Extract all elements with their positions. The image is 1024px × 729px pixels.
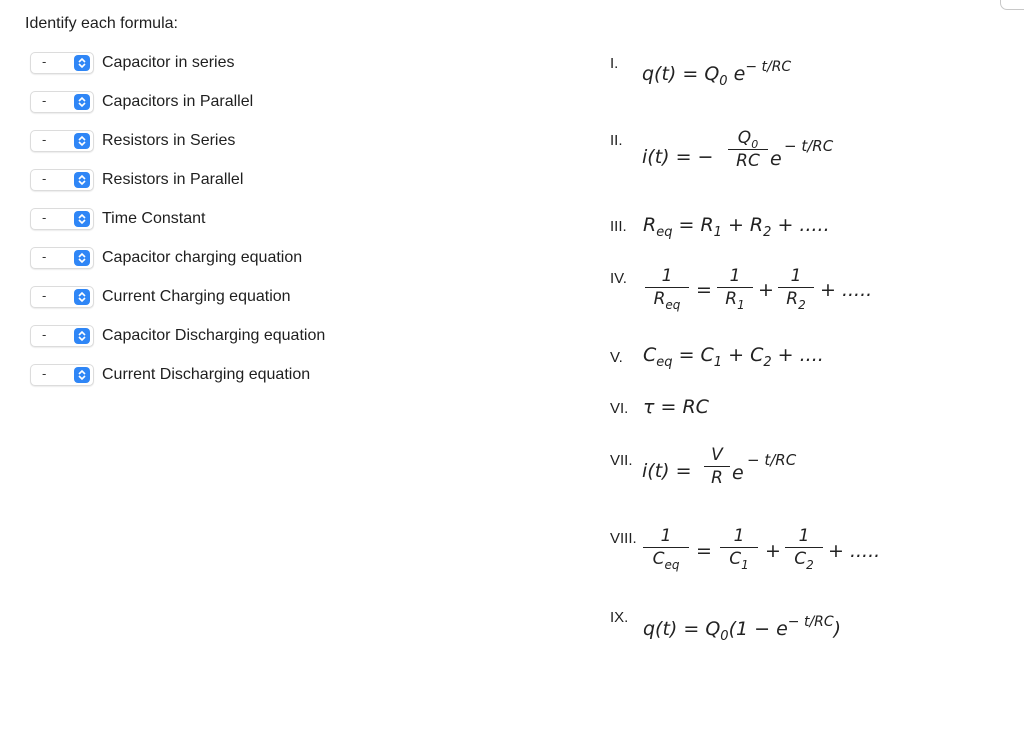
answer-select-5[interactable] [30,208,94,230]
answer-select-7[interactable] [30,286,94,308]
chevron-updown-icon [74,367,90,383]
select-value: - [42,366,47,381]
select-value: - [42,327,47,342]
match-row-5 [30,206,205,232]
question-prompt: Identify each formula: [25,15,178,32]
formula-expression: τ = RC [643,396,709,418]
chevron-updown-icon [74,250,90,266]
match-row-2 [30,89,253,115]
formula-expression: $C_{eq} = C_1 + C_2$ + .... [643,344,824,370]
chevron-updown-icon [74,94,90,110]
select-value: - [42,210,47,225]
formula-numeral: VI. [610,400,629,417]
answer-select-2[interactable] [30,91,94,113]
formula-numeral: IV. [610,270,627,287]
fraction: V R [704,445,730,488]
row-label: Capacitor charging equation [102,249,303,266]
match-row-4 [30,167,243,193]
select-value: - [42,93,47,108]
select-value: - [42,132,47,147]
answer-select-9[interactable] [30,364,94,386]
fraction: 1 $C_1$ [720,526,758,569]
chevron-updown-icon [74,211,90,227]
formula-numeral: I. [610,55,619,72]
answer-select-1[interactable] [30,52,94,74]
formula-numeral: VII. [610,452,633,469]
formula-numeral: VIII. [610,530,637,547]
row-label: Current Charging equation [102,288,291,305]
select-value: - [42,171,47,186]
answer-select-6[interactable] [30,247,94,269]
match-row-3 [30,128,235,154]
formula-numeral: III. [610,218,627,235]
match-row-9 [30,362,310,388]
fraction: 1 $C_{eq}$ [643,526,689,569]
fraction: 1 $R_{eq}$ [645,266,689,309]
fraction: $Q_0$ RC [728,128,768,171]
row-label: Resistors in Series [102,132,236,149]
chevron-updown-icon [74,133,90,149]
match-row-1 [30,50,235,76]
formula-numeral: IX. [610,609,629,626]
fraction: 1 $C_2$ [785,526,823,569]
chevron-updown-icon [74,289,90,305]
match-row-6 [30,245,302,271]
match-row-8 [30,323,325,349]
chevron-updown-icon [74,172,90,188]
row-label: Capacitor in series [102,54,235,71]
window-corner-tab [1000,0,1024,10]
select-value: - [42,54,47,69]
row-label: Current Discharging equation [102,366,311,383]
formula-expression: $R_{eq} = R_1 + R_2$ + ..... [643,214,830,240]
formula-expression: $q(t) = Q_0(1 - e^{- t/RC})$ [643,614,842,644]
chevron-updown-icon [74,328,90,344]
answer-select-4[interactable] [30,169,94,191]
row-label: Capacitor Discharging equation [102,327,326,344]
answer-select-3[interactable] [30,130,94,152]
select-value: - [42,249,47,264]
fraction: 1 $R_2$ [778,266,814,309]
formula-numeral: II. [610,132,623,149]
select-value: - [42,288,47,303]
row-label: Resistors in Parallel [102,171,244,188]
formula-numeral: V. [610,349,623,366]
answer-select-8[interactable] [30,325,94,347]
match-row-7 [30,284,291,310]
fraction: 1 $R_1$ [717,266,753,309]
formula-expression: $q(t) = Q_0$ $e^{- t/RC}$ [642,59,792,89]
row-label: Time Constant [102,210,206,227]
chevron-updown-icon [74,55,90,71]
row-label: Capacitors in Parallel [102,93,254,110]
